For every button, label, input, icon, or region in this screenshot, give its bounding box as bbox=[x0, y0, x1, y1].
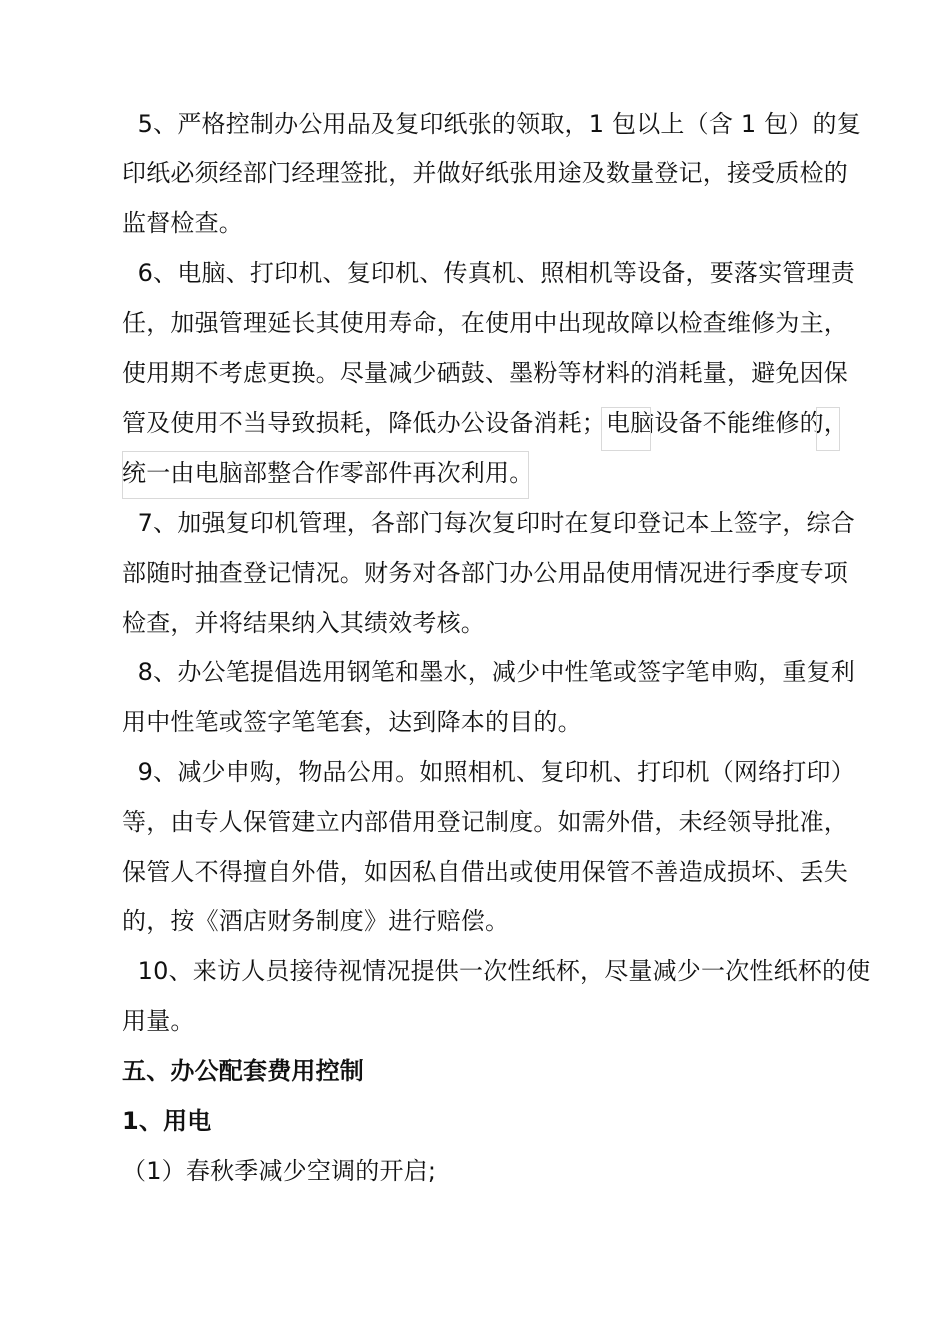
text-highlight-box bbox=[601, 407, 651, 451]
paragraph-7-line-2: 部随时抽查登记情况。财务对各部门办公用品使用情况进行季度专项 bbox=[122, 559, 848, 587]
sub-item-1: （1）春秋季减少空调的开启; bbox=[122, 1157, 437, 1185]
subheading-electricity: 1、用电 bbox=[122, 1107, 212, 1135]
paragraph-5-line-2: 印纸必须经部门经理签批，并做好纸张用途及数量登记，接受质检的 bbox=[122, 159, 848, 187]
section-heading: 五、办公配套费用控制 bbox=[122, 1057, 364, 1085]
paragraph-6-line-4: 管及使用不当导致损耗，降低办公设备消耗；电脑设备不能维修的， bbox=[122, 409, 848, 437]
paragraph-10-line-1: 10、来访人员接待视情况提供一次性纸杯，尽量减少一次性纸杯的使 bbox=[122, 957, 871, 985]
paragraph-9-line-3: 保管人不得擅自外借，如因私自借出或使用保管不善造成损坏、丢失 bbox=[122, 858, 848, 886]
paragraph-5-line-3: 监督检查。 bbox=[122, 209, 243, 237]
paragraph-9-line-2: 等，由专人保管建立内部借用登记制度。如需外借，未经领导批准， bbox=[122, 808, 848, 836]
text-highlight-box bbox=[122, 451, 529, 499]
paragraph-6-line-3: 使用期不考虑更换。尽量减少硒鼓、墨粉等材料的消耗量，避免因保 bbox=[122, 359, 848, 387]
paragraph-6-line-2: 任，加强管理延长其使用寿命，在使用中出现故障以检查维修为主， bbox=[122, 309, 848, 337]
paragraph-7-line-1: 7、加强复印机管理，各部门每次复印时在复印登记本上签字，综合 bbox=[122, 509, 855, 537]
paragraph-6-line-1: 6、电脑、打印机、复印机、传真机、照相机等设备，要落实管理责 bbox=[122, 259, 855, 287]
paragraph-8-line-2: 用中性笔或签字笔笔套，达到降本的目的。 bbox=[122, 708, 582, 736]
paragraph-6-line-5: 统一由电脑部整合作零部件再次利用。 bbox=[122, 459, 534, 487]
text-highlight-box bbox=[816, 407, 840, 451]
paragraph-9-line-1: 9、减少申购，物品公用。如照相机、复印机、打印机（网络打印） bbox=[122, 758, 855, 786]
paragraph-10-line-2: 用量。 bbox=[122, 1007, 195, 1035]
paragraph-9-line-4: 的，按《酒店财务制度》进行赔偿。 bbox=[122, 907, 510, 935]
paragraph-7-line-3: 检查，并将结果纳入其绩效考核。 bbox=[122, 609, 485, 637]
paragraph-5-line-1: 5、严格控制办公用品及复印纸张的领取，1 包以上（含 1 包）的复 bbox=[122, 110, 861, 138]
paragraph-8-line-1: 8、办公笔提倡选用钢笔和墨水，减少中性笔或签字笔申购，重复利 bbox=[122, 658, 855, 686]
